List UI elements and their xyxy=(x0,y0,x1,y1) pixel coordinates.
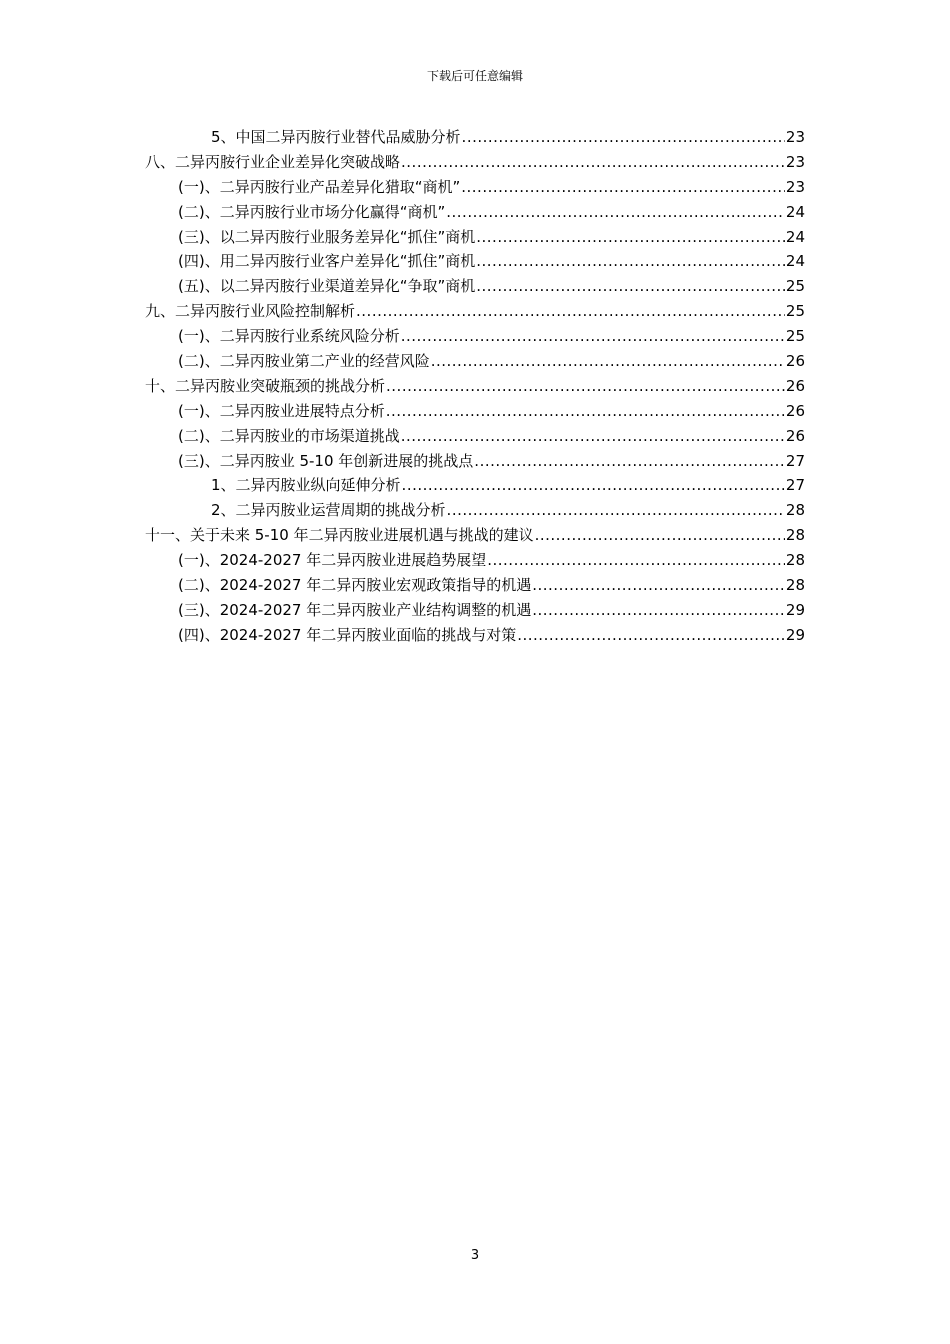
toc-entry-page: 28 xyxy=(785,551,805,570)
toc-entry-title: 九、二异丙胺行业风险控制解析 xyxy=(145,302,356,321)
toc-entry-title: (一)、二异丙胺业进展特点分析 xyxy=(178,401,385,420)
toc-leader-dots xyxy=(476,274,785,299)
toc-entry[interactable] xyxy=(145,598,805,623)
toc-entry[interactable] xyxy=(145,374,805,399)
toc-entry-page: 28 xyxy=(785,501,805,520)
toc-entry[interactable] xyxy=(145,150,805,175)
toc-entry[interactable] xyxy=(145,274,805,299)
toc-entry-page: 28 xyxy=(785,526,805,545)
toc-entry-page: 29 xyxy=(785,625,805,644)
toc-entry-title: (二)、二异丙胺业的市场渠道挑战 xyxy=(178,426,400,445)
toc-entry[interactable] xyxy=(145,424,805,449)
toc-entry[interactable] xyxy=(145,125,805,150)
toc-entry-page: 27 xyxy=(785,451,805,470)
toc-entry-page: 26 xyxy=(785,426,805,445)
page-header: 下载后可任意编辑 xyxy=(426,69,523,83)
toc-entry[interactable] xyxy=(145,200,805,225)
toc-entry-page: 29 xyxy=(785,600,805,619)
toc-entry[interactable] xyxy=(145,399,805,424)
toc-entry-title: (四)、2024-2027 年二异丙胺业面临的挑战与对策 xyxy=(178,625,517,644)
toc-entry-title: (一)、2024-2027 年二异丙胺业进展趋势展望 xyxy=(178,551,487,570)
toc-entry-title: (四)、用二异丙胺行业客户差异化“抓住”商机 xyxy=(178,252,476,271)
toc-entry-title: 八、二异丙胺行业企业差异化突破战略 xyxy=(145,152,401,171)
toc-entry[interactable] xyxy=(145,623,805,648)
toc-entry-title: 5、中国二异丙胺行业替代品威胁分析 xyxy=(211,128,461,146)
toc-leader-dots xyxy=(462,125,785,150)
toc-entry-title: (一)、二异丙胺行业系统风险分析 xyxy=(178,327,400,346)
toc-entry[interactable] xyxy=(145,548,805,573)
toc-entry-title: (二)、2024-2027 年二异丙胺业宏观政策指导的机遇 xyxy=(178,576,532,595)
toc-entry-title: (五)、以二异丙胺行业渠道差异化“争取”商机 xyxy=(178,277,476,296)
toc-entry-page: 26 xyxy=(785,376,805,395)
toc-entry[interactable] xyxy=(145,449,805,474)
toc-entry-title: (二)、二异丙胺业第二产业的经营风险 xyxy=(178,352,430,371)
page-number: 3 xyxy=(470,1248,480,1263)
toc-leader-dots xyxy=(532,573,785,598)
toc-leader-dots xyxy=(487,548,785,573)
toc-leader-dots xyxy=(401,324,785,349)
toc-entry-title: (一)、二异丙胺行业产品差异化猎取“商机” xyxy=(178,177,461,196)
toc-leader-dots xyxy=(446,200,785,225)
toc-entry-page: 24 xyxy=(785,252,805,271)
toc-leader-dots xyxy=(401,150,785,175)
toc-leader-dots xyxy=(517,623,785,648)
toc-leader-dots xyxy=(401,424,785,449)
toc-leader-dots xyxy=(386,399,785,424)
toc-entry[interactable] xyxy=(145,349,805,374)
toc-entry-page: 24 xyxy=(785,227,805,246)
toc-leader-dots xyxy=(461,175,785,200)
toc-entry-page: 25 xyxy=(785,302,805,321)
toc-entry[interactable] xyxy=(145,498,805,523)
toc-entry-page: 26 xyxy=(785,352,805,371)
toc-entry-page: 23 xyxy=(785,177,805,196)
toc-entry-title: (三)、2024-2027 年二异丙胺业产业结构调整的机遇 xyxy=(178,600,532,619)
toc-entry-title: 1、二异丙胺业纵向延伸分析 xyxy=(211,476,401,495)
toc-leader-dots xyxy=(535,523,785,548)
table-of-contents xyxy=(145,125,805,648)
toc-entry-page: 28 xyxy=(785,576,805,595)
toc-leader-dots xyxy=(474,449,785,474)
toc-leader-dots xyxy=(532,598,785,623)
toc-entry[interactable] xyxy=(145,473,805,498)
toc-entry[interactable] xyxy=(145,225,805,250)
toc-leader-dots xyxy=(402,473,785,498)
toc-leader-dots xyxy=(476,225,785,250)
toc-entry-page: 27 xyxy=(785,476,805,495)
toc-entry-title: 十、二异丙胺业突破瓶颈的挑战分析 xyxy=(145,376,386,395)
toc-entry-title: 十一、关于未来 5-10 年二异丙胺业进展机遇与挑战的建议 xyxy=(145,526,534,545)
toc-leader-dots xyxy=(386,374,785,399)
toc-entry-title: 2、二异丙胺业运营周期的挑战分析 xyxy=(211,501,446,520)
toc-leader-dots xyxy=(431,349,785,374)
toc-entry[interactable] xyxy=(145,249,805,274)
toc-entry-title: (三)、二异丙胺业 5-10 年创新进展的挑战点 xyxy=(178,451,474,470)
toc-entry[interactable] xyxy=(145,324,805,349)
toc-entry[interactable] xyxy=(145,573,805,598)
toc-entry[interactable] xyxy=(145,299,805,324)
toc-leader-dots xyxy=(476,249,785,274)
toc-entry-title: (二)、二异丙胺行业市场分化赢得“商机” xyxy=(178,202,446,221)
toc-entry-title: (三)、以二异丙胺行业服务差异化“抓住”商机 xyxy=(178,227,476,246)
toc-entry[interactable] xyxy=(145,523,805,548)
toc-leader-dots xyxy=(356,299,785,324)
toc-entry[interactable] xyxy=(145,175,805,200)
toc-entry-page: 26 xyxy=(785,401,805,420)
toc-leader-dots xyxy=(447,498,785,523)
toc-entry-page: 25 xyxy=(785,327,805,346)
toc-entry-page: 25 xyxy=(785,277,805,296)
toc-entry-page: 24 xyxy=(785,202,805,221)
toc-entry-page: 23 xyxy=(785,152,805,171)
toc-entry-page: 23 xyxy=(785,128,805,146)
